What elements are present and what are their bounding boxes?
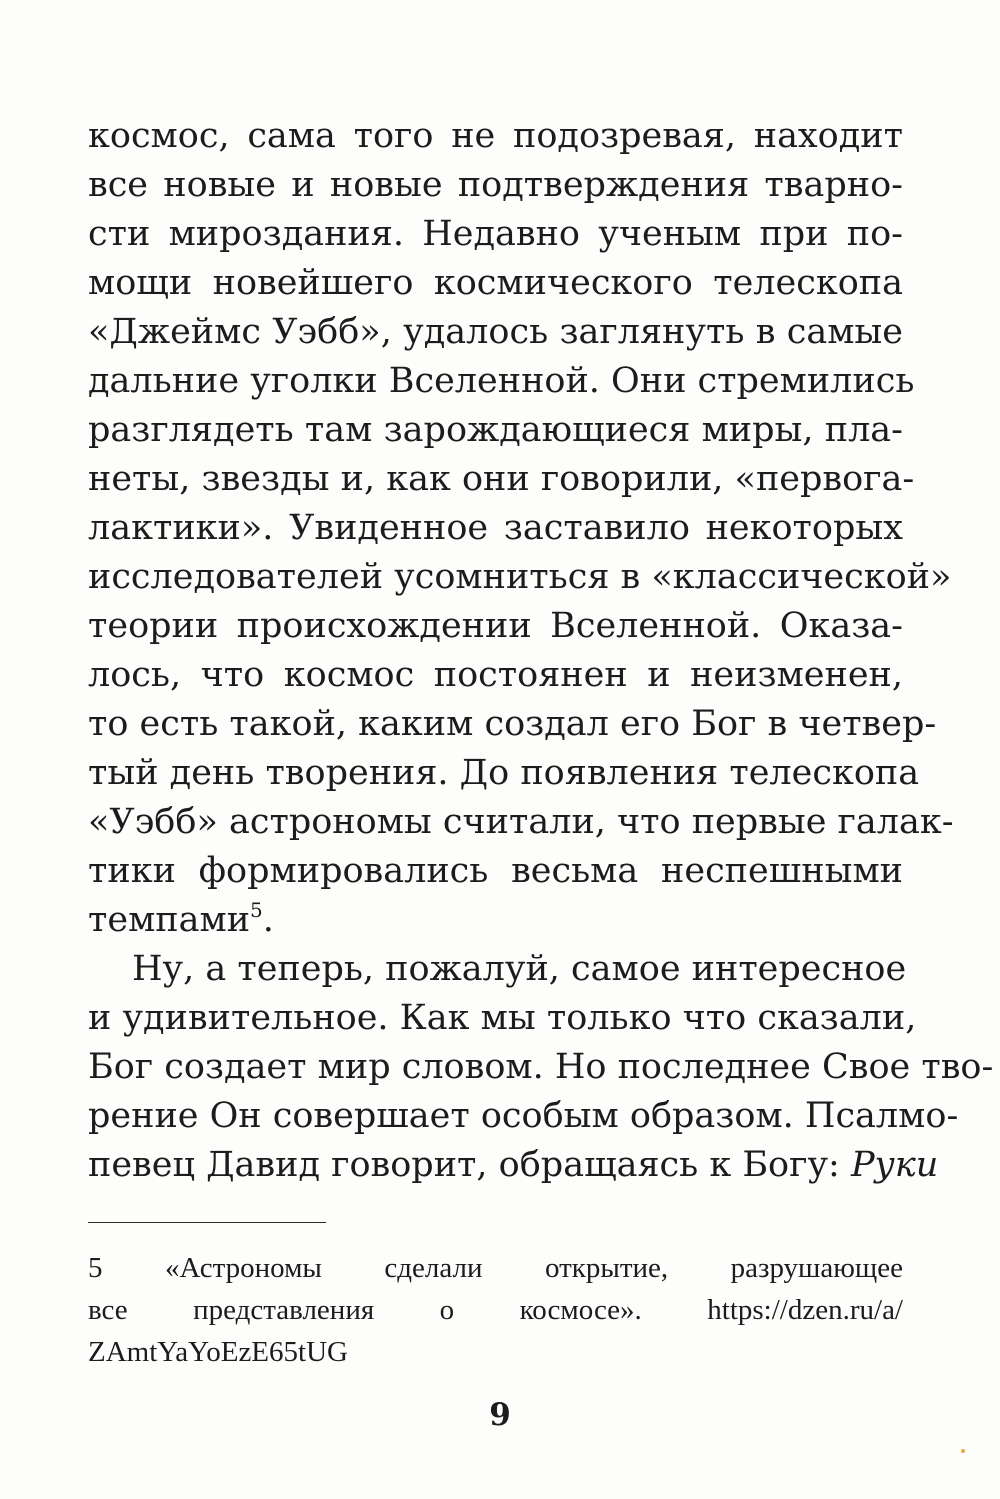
footnote-line: 5 «Астрономы сделали открытие, разрушающее [88, 1252, 903, 1284]
body-line: лось, что космос постоянен и неизменен, [88, 655, 903, 695]
body-line: «Джеймс Уэбб», удалось заглянуть в самые [88, 312, 903, 352]
body-line: тики формировались весьма неспешными [88, 851, 903, 891]
footnote-reference[interactable]: 5 [250, 898, 263, 922]
body-line: «Уэбб» астрономы считали, что первые галак- [88, 802, 954, 842]
body-last-line: темпами$^5$. [88, 898, 274, 940]
body-line: сти мироздания. Недавно ученым при по- [88, 214, 903, 254]
body-line: дальние уголки Вселенной. Они стремились [88, 361, 915, 401]
body-line: мощи новейшего космического телескопа [88, 263, 903, 303]
body-line: разглядеть там зарождающиеся миры, пла- [88, 410, 903, 450]
body-line: и удивительное. Как мы только что сказали, [88, 998, 917, 1038]
body-line: неты, звезды и, как они говорили, «первога- [88, 459, 915, 499]
footnote-line[interactable]: все представления о космосе». https://dzen.ru/a/ [88, 1294, 903, 1326]
body-last-word: темпами [88, 900, 251, 940]
footnote-line[interactable]: ZAmtYaYoEzE65tUG [88, 1336, 348, 1368]
speck-decoration [961, 1449, 965, 1453]
body-line: Бог создает мир словом. Но последнее Свое тво- [88, 1047, 994, 1087]
body-line-text: певец Давид говорит, обращаясь к Богу: [88, 1145, 840, 1185]
body-line: теории происхождении Вселенной. Оказа- [88, 606, 903, 646]
page-number: 9 [489, 1397, 511, 1433]
italic-quote-start: Руки [851, 1145, 939, 1185]
body-line: лактики». Увиденное заставило некоторых [88, 508, 903, 548]
body-line: рение Он совершает особым образом. Псалмо- [88, 1096, 959, 1136]
body-line: тый день творения. До появления телескопа [88, 753, 920, 793]
body-line: все новые и новые подтверждения тварно- [88, 165, 903, 205]
body-line: то есть такой, каким создал его Бог в четвер- [88, 704, 937, 744]
body-line: исследователей усомниться в «классической» [88, 557, 952, 597]
body-line: Ну, а теперь, пожалуй, самое интересное [132, 949, 907, 989]
footnote-divider [88, 1222, 326, 1223]
body-line: космос, сама того не подозревая, находит [88, 116, 903, 156]
body-line-last [88, 1140, 939, 1190]
